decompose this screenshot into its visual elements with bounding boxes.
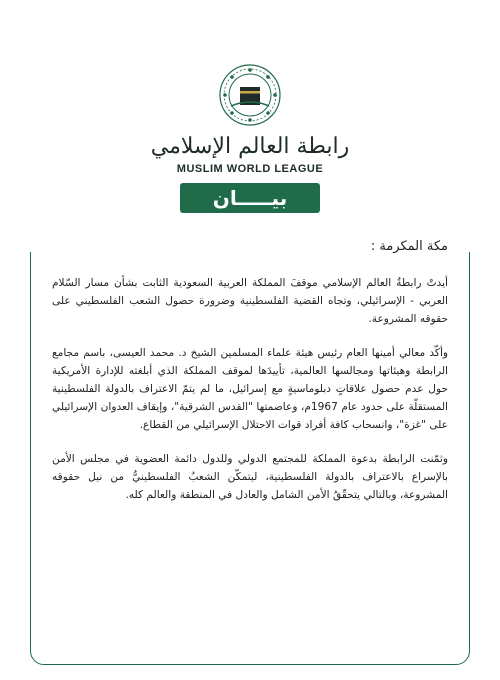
paragraph-2: وأكّد معالي أمينها العام رئيس هيئة علماء المسلمين الشيخ د. محمد العيسى، باسم مجامع الرابطة وهيئاتها ومجالسها العالمية، تأييدَها لموقف المملكة الذي أبلغته للإدارة الأمريكية حول عدم حصول علاقاتٍ دبلوماسيةٍ مع إسرائيل، ما لم يتمّ الاعتراف بالدولة الفلسطينية المستقلّة على حدود عام 1967م، وعاصمتها "القدس الشرقية"، وإيقاف العدوان الإسرائيلي على "غزة"، وانسحاب كافة أفراد قوات الاحتلال الإسرائيلي من القطاع. xyxy=(52,347,448,431)
kaaba-emblem-icon xyxy=(217,62,283,128)
letterhead xyxy=(0,62,500,252)
statement-body xyxy=(52,238,448,520)
org-name-english: MUSLIM WORLD LEAGUE xyxy=(176,163,324,175)
org-name-arabic: رابطة العالم الإسلامي xyxy=(150,134,350,159)
paragraph-3: وثمّنت الرابطة بدعوة المملكة للمجتمع الدولي وللدول دائمة العضوية في مجلس الأمن بالإسراع بالاعتراف بالدولة الفلسطينية، ليتمكّن الشعبُ الفلسطينيُّ من نيل حقوقه المشروعة، وبالتالي يتحقّقُ الأمن الشامل والعادل في المنطقة والعالم كله. xyxy=(52,453,448,501)
paragraph-1: أيدتْ رابطةُ العالم الإسلامي موقفَ المملكة العربية السعودية الثابت بشأن مسار السّلام العربي - الإسرائيلي، وتجاه القضية الفلسطينية وضرورة حصول الشعب الفلسطيني على حقوقه المشروعة. xyxy=(52,277,448,325)
salutation: مكة المكرمة : xyxy=(370,239,448,254)
statement-badge: بيـــــان xyxy=(180,183,320,213)
